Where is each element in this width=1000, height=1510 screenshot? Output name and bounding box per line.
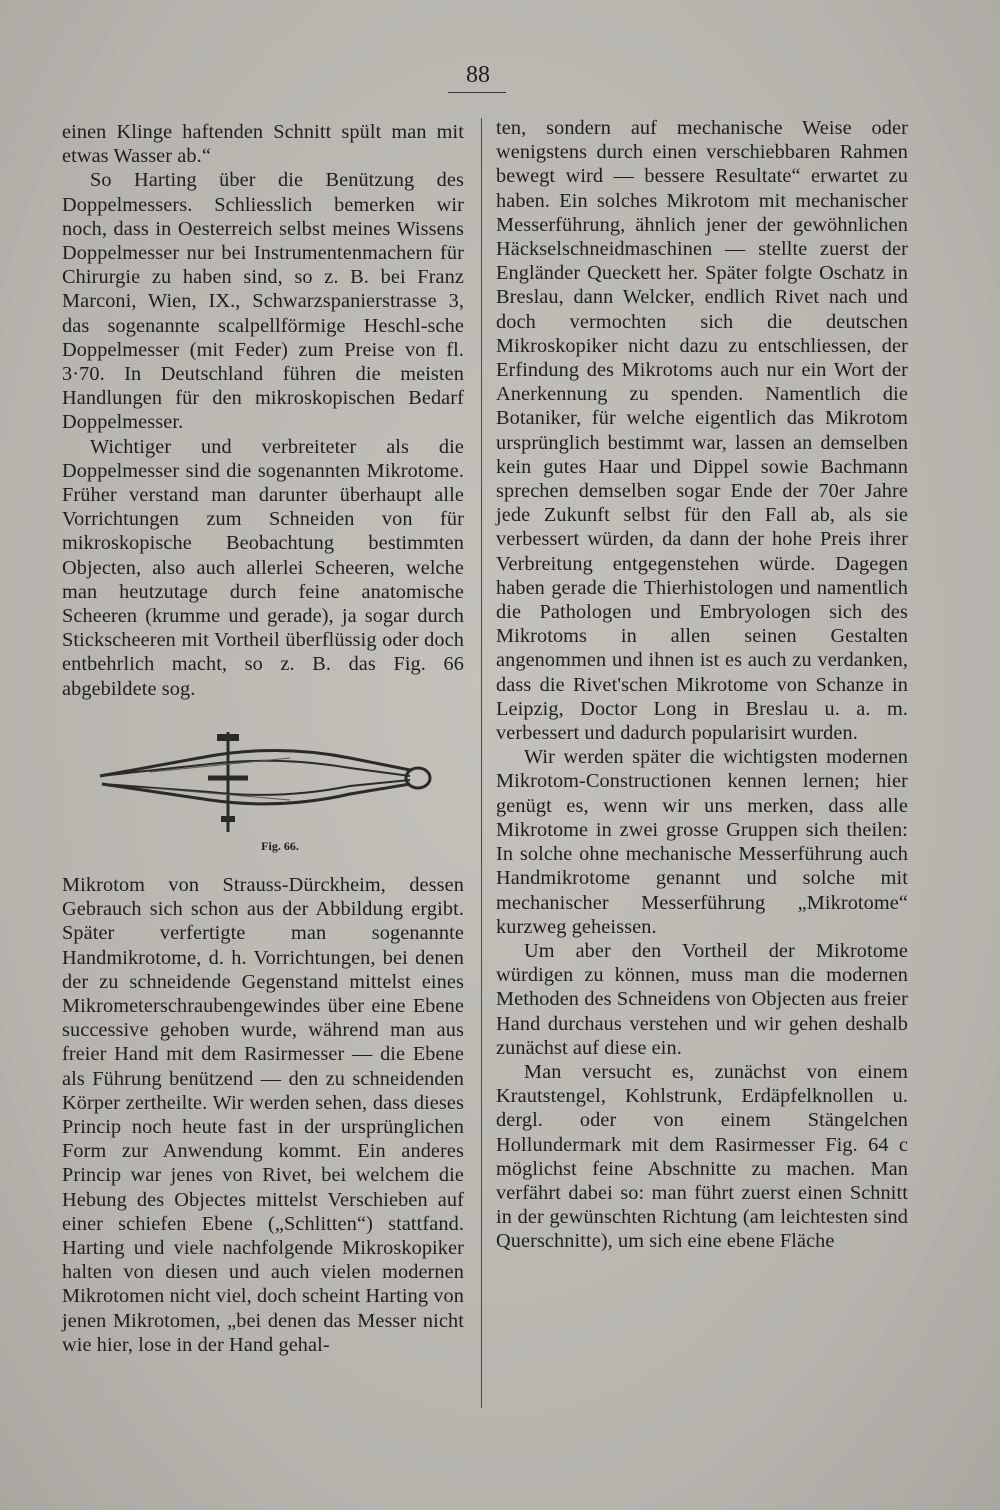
paragraph: einen Klinge haftenden Schnitt spült man mit etwas Wasser ab.“ — [62, 121, 464, 168]
paragraph: Wichtiger und verbreiteter als die Doppelmesser sind die sogenannten Mikrotome. Früher verstand man darunter überhaupt alle Vorrichtungen zum Schneiden von für mikroskopische Beobachtung bestimmten Objecten, also auch allerlei Scheeren, welche man heutzutage durch feine anatomische Scheeren (krumme und gerade), ja sogar durch Stickscheeren mit Vortheil überflüssig oder doch entbehrlich macht, so z. B. das Fig. 66 abgebildete sog. — [62, 435, 464, 700]
figure-caption: Fig. 66. — [261, 839, 299, 853]
paragraph: Wir werden später die wichtigsten modernen Mikrotom-Constructionen kennen lernen; hier genügt es, wenn wir uns merken, dass alle Mikrotome in zwei grosse Gruppen sich theilen: In solche ohne mechanische Messerführung auch Handmikrotome genannt und solche mit mechanischer Messerführung „Mikrotome“ kurzweg geheissen. — [496, 746, 908, 938]
page-number: 88 — [466, 62, 490, 88]
left-column-after-figure — [62, 873, 464, 1357]
left-column — [62, 120, 464, 701]
microtome-scissors-illustration — [90, 728, 450, 838]
paragraph: Um aber den Vortheil der Mikrotome würdigen zu können, muss man die modernen Methoden des Schneidens von Objecten aus freier Hand durchaus verstehen und wir gehen deshalb zunächst auf diese ein. — [496, 939, 908, 1059]
paragraph: So Harting über die Benützung des Doppelmessers. Schliesslich bemerken wir noch, dass in Oesterreich selbst meines Wissens Doppelmesser nur bei Instrumentenmachern für Chirurgie zu haben sind, so z. B. bei Franz Marconi, Wien, IX., Schwarzspanierstrasse 3, das sogenannte scalpellförmige Heschl-sche Doppelmesser (mit Feder) zum Preise von fl. 3·70. In Deutschland führen die meisten Handlungen für den mikroskopischen Bedarf Doppelmesser. — [62, 169, 464, 434]
figure-66 — [90, 728, 450, 860]
paragraph: Man versucht es, zunächst von einem Krautstengel, Kohlstrunk, Erdäpfelknollen u. dergl. oder von einem Stängelchen Hollundermark mit dem Rasirmesser Fig. 64 c möglichst feine Abschnitte zu machen. Man verfährt dabei so: man führt zuerst einen Schnitt in der gewünschten Richtung (am leichtesten sind Querschnitte), um sich eine ebene Fläche — [496, 1060, 908, 1253]
right-column — [496, 116, 908, 1254]
paragraph: ten, sondern auf mechanische Weise oder wenigstens durch einen verschiebbaren Rahmen bewegt wird — bessere Resultate“ erwartet zu haben. Ein solches Mikrotom mit mechanischer Messerführung, ähnlich jener der gewöhnlichen Häckselschneidmaschinen — stellte zuerst der Engländer Queckett her. Später folgte Oschatz in Breslau, dann Welcker, endlich Rivet nach und doch vermochten sich die deutschen Mikroskopiker nicht dazu zu entschliessen, der Erfindung des Mikrotoms auch nur ein Wort der Anerkennung zu spenden. Namentlich die Botaniker, für welche eigentlich das Mikrotom ursprünglich bestimmt war, lassen an demselben kein gutes Haar und Dippel sowie Bachmann sprechen demselben sogar Ende der 70er Jahre jede Zukunft selbst für den Fall ab, als sie verbessert würden, da dann der hohe Preis ihrer Verbreitung entgegenstehen würde. Dagegen haben gerade die Thierhistologen und namentlich die Pathologen und Embryologen sich des Mikrotoms in allen seinen Gestalten angenommen und ihnen ist es auch zu verdanken, dass die Rivet'schen Mikrotome von Schanze in Leipzig, Doctor Long in Breslau u. a. m. verbessert und dadurch popularisirt wurden. — [496, 117, 908, 745]
column-divider — [481, 118, 482, 1408]
page-number-rule — [448, 92, 506, 93]
paragraph: Mikrotom von Strauss-Dürckheim, dessen Gebrauch sich schon aus der Abbildung ergibt. Später verfertigte man sogenannte Handmikrotome, d. h. Vorrichtungen, bei denen der zu schneidende Gegenstand mittelst eines Mikrometerschraubengewindes über eine Ebene successive gehoben wurde, während man aus freier Hand mit dem Rasirmesser — die Ebene als Führung benützend — den zu schneidenden Körper zertheilte. Wir werden sehen, dass dieses Princip noch heute fast in der ursprünglichen Form zur Anwendung kommt. Ein anderes Princip war jenes von Rivet, bei welchem die Hebung des Objectes mittelst Verschieben auf einer schiefen Ebene („Schlitten“) stattfand. Harting und viele nachfolgende Mikroskopiker halten von diesen und auch vielen modernen Mikrotomen nicht viel, doch scheint Harting von jenen Mikrotomen, „bei denen das Messer nicht wie hier, lose in der Hand gehal- — [62, 874, 464, 1356]
